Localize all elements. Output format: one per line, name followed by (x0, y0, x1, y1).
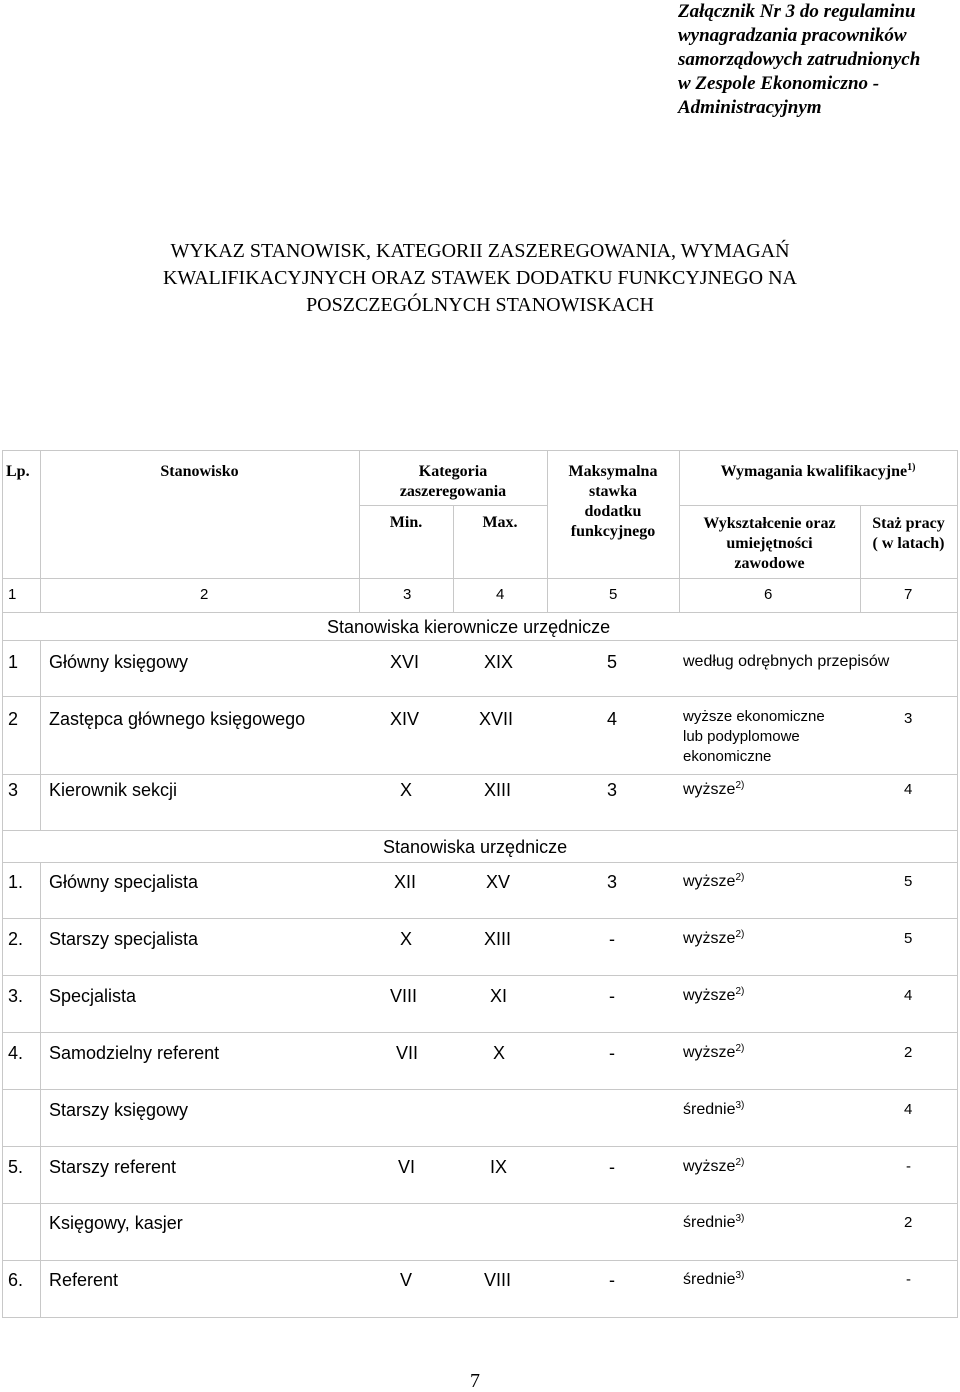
annex-line: w Zespole Ekonomiczno - (678, 73, 880, 94)
footnote-ref: 2) (735, 1157, 745, 1168)
column-number: 5 (609, 586, 618, 603)
header-min: Min. (389, 514, 423, 531)
cell-min: XII (394, 872, 417, 892)
cell-lp: 4. (8, 1043, 24, 1063)
header-staz-line: ( w latach) (872, 535, 945, 552)
cell-stanowisko: Księgowy, kasjer (49, 1213, 183, 1233)
cell-max: IX (490, 1157, 508, 1177)
title-line: WYKAZ STANOWISK, KATEGORII ZASZEREGOWANIA, WYMAGAŃ (170, 240, 790, 262)
cell-stawka: - (609, 929, 615, 949)
annex-note (678, 0, 958, 120)
cell-max: XIII (484, 780, 512, 800)
cell-wymagania-line: ekonomiczne (683, 748, 772, 765)
cell-staz: 4 (904, 987, 913, 1004)
cell-max: XVII (479, 709, 514, 729)
grid-line (2, 1203, 958, 1204)
footnote-ref: 2) (735, 872, 745, 883)
column-number: 2 (200, 586, 209, 603)
grid-line (957, 450, 958, 1318)
cell-wymagania (683, 707, 825, 767)
document-title (0, 238, 960, 319)
section-heading: Stanowiska urzędnicze (383, 837, 568, 857)
grid-line (2, 918, 958, 919)
column-number: 1 (8, 586, 17, 603)
cell-wymagania-line: lub podyplomowe (683, 728, 800, 745)
grid-line (2, 612, 958, 613)
cell-wymagania: według odrębnych przepisów (683, 653, 890, 670)
grid-line (2, 1146, 958, 1147)
header-staz (860, 514, 957, 554)
cell-staz: 3 (904, 710, 913, 727)
cell-wymagania-text: średnie (683, 1101, 736, 1118)
cell-stanowisko: Zastępca głównego księgowego (49, 709, 306, 729)
cell-wymagania-text: wyższe (683, 987, 736, 1004)
annex-line: Administracyjnym (678, 97, 822, 118)
cell-min: XIV (390, 709, 420, 729)
title-line: KWALIFIKACYJNYCH ORAZ STAWEK DODATKU FUNKCYJNEGO NA (162, 267, 797, 289)
column-number: 4 (496, 586, 505, 603)
cell-lp: 5. (8, 1157, 24, 1177)
cell-max: XIII (484, 929, 512, 949)
footnote-ref: 1) (907, 462, 916, 473)
grid-line (2, 578, 958, 579)
cell-min: VI (398, 1157, 416, 1177)
annex-line: wynagradzania pracowników (678, 25, 907, 46)
cell-stawka: 3 (607, 872, 618, 892)
cell-lp: 6. (8, 1270, 24, 1290)
header-wymagania-text: Wymagania kwalifikacyjne (720, 463, 908, 480)
header-stanowisko: Stanowisko (160, 463, 239, 480)
cell-min: XVI (390, 652, 420, 672)
cell-wymagania (683, 780, 744, 800)
cell-staz: 4 (904, 1101, 913, 1118)
cell-staz: 2 (904, 1044, 913, 1061)
cell-wymagania-text: średnie (683, 1214, 736, 1231)
header-kategoria-line: Kategoria (418, 463, 488, 480)
cell-lp: 2. (8, 929, 24, 949)
grid-line (2, 975, 958, 976)
cell-min: VIII (390, 986, 418, 1006)
grid-line (2, 1089, 958, 1090)
header-wyksztalcenie-line: Wykształcenie oraz (703, 515, 836, 532)
cell-lp: 3 (8, 780, 19, 800)
header-kategoria (359, 462, 547, 502)
header-lp: Lp. (6, 463, 30, 480)
header-stawka-line: stawka (588, 483, 637, 500)
column-number: 3 (403, 586, 412, 603)
cell-lp: 3. (8, 986, 24, 1006)
cell-wymagania (683, 1100, 744, 1120)
page-number: 7 (470, 1370, 480, 1392)
grid-line (2, 640, 958, 641)
grid-line (2, 862, 958, 863)
grid-line (40, 862, 41, 1318)
grid-line (2, 830, 958, 831)
cell-lp: 1. (8, 872, 24, 892)
grid-line (2, 1317, 958, 1318)
footnote-ref: 2) (735, 929, 745, 940)
cell-staz: - (906, 1271, 911, 1288)
cell-stawka: - (609, 1043, 615, 1063)
cell-min: X (400, 929, 413, 949)
cell-stawka: - (609, 1270, 615, 1290)
header-staz-line: Staż pracy (872, 515, 945, 532)
cell-stanowisko: Starszy księgowy (49, 1100, 189, 1120)
header-stawka (547, 462, 679, 542)
cell-wymagania (683, 1043, 744, 1063)
cell-wymagania-text: wyższe (683, 930, 736, 947)
footnote-ref: 3) (735, 1270, 745, 1281)
grid-line (2, 1032, 958, 1033)
cell-stawka: - (609, 986, 615, 1006)
cell-min: VII (396, 1043, 419, 1063)
column-number: 6 (764, 586, 773, 603)
cell-stanowisko: Starszy referent (49, 1157, 177, 1177)
cell-max: VIII (484, 1270, 512, 1290)
cell-lp: 1 (8, 652, 19, 672)
cell-wymagania (683, 1213, 744, 1233)
header-stawka-line: Maksymalna (568, 463, 658, 480)
cell-stanowisko: Główny specjalista (49, 872, 199, 892)
header-stawka-line: funkcyjnego (570, 523, 656, 540)
cell-min: V (400, 1270, 413, 1290)
cell-max: X (493, 1043, 506, 1063)
cell-wymagania-text: średnie (683, 1271, 736, 1288)
header-wyksztalcenie-line: umiejętności (726, 535, 813, 552)
cell-wymagania-text: wyższe (683, 1158, 736, 1175)
grid-line (2, 450, 3, 1318)
grid-line (2, 774, 958, 775)
cell-wymagania (683, 872, 744, 892)
cell-wymagania (683, 1270, 744, 1290)
cell-wymagania (683, 929, 744, 949)
grid-line (40, 640, 41, 830)
cell-staz: 5 (904, 930, 913, 947)
column-number: 7 (904, 586, 913, 603)
header-wymagania (679, 462, 957, 482)
header-kategoria-line: zaszeregowania (399, 483, 507, 500)
title-line: POSZCZEGÓLNYCH STANOWISKACH (306, 294, 654, 316)
cell-max: XI (490, 986, 508, 1006)
cell-wymagania-text: wyższe (683, 1044, 736, 1061)
cell-lp: 2 (8, 709, 19, 729)
cell-stawka: - (609, 1157, 615, 1177)
grid-line (679, 505, 957, 506)
grid-line (2, 696, 958, 697)
cell-wymagania (683, 986, 744, 1006)
cell-min: X (400, 780, 413, 800)
cell-staz: 5 (904, 873, 913, 890)
grid-line (2, 450, 958, 451)
header-wyksztalcenie (679, 514, 860, 574)
footnote-ref: 3) (735, 1100, 745, 1111)
cell-max: XIX (484, 652, 514, 672)
header-max: Max. (482, 514, 518, 531)
annex-line: samorządowych zatrudnionych (678, 49, 921, 70)
grid-line (359, 505, 547, 506)
cell-staz: 2 (904, 1214, 913, 1231)
annex-line: Załącznik Nr 3 do regulaminu (678, 1, 916, 22)
footnote-ref: 2) (735, 986, 745, 997)
cell-stawka: 4 (607, 709, 618, 729)
cell-wymagania (683, 1157, 744, 1177)
cell-stanowisko: Kierownik sekcji (49, 780, 178, 800)
cell-stanowisko: Główny księgowy (49, 652, 189, 672)
cell-stawka: 3 (607, 780, 618, 800)
cell-max: XV (486, 872, 511, 892)
footnote-ref: 2) (735, 1043, 745, 1054)
cell-stanowisko: Referent (49, 1270, 119, 1290)
grid-line (2, 1260, 958, 1261)
cell-stawka: 5 (607, 652, 618, 672)
cell-stanowisko: Starszy specjalista (49, 929, 199, 949)
section-heading: Stanowiska kierownicze urzędnicze (327, 617, 611, 637)
header-wyksztalcenie-line: zawodowe (734, 555, 805, 572)
cell-staz: - (906, 1158, 911, 1175)
footnote-ref: 2) (735, 780, 745, 791)
cell-wymagania-text: wyższe (683, 781, 736, 798)
cell-staz: 4 (904, 781, 913, 798)
cell-stanowisko: Specjalista (49, 986, 137, 1006)
cell-stanowisko: Samodzielny referent (49, 1043, 220, 1063)
cell-wymagania-text: wyższe (683, 873, 736, 890)
footnote-ref: 3) (735, 1213, 745, 1224)
header-stawka-line: dodatku (584, 503, 642, 520)
cell-wymagania-line: wyższe ekonomiczne (683, 708, 825, 725)
